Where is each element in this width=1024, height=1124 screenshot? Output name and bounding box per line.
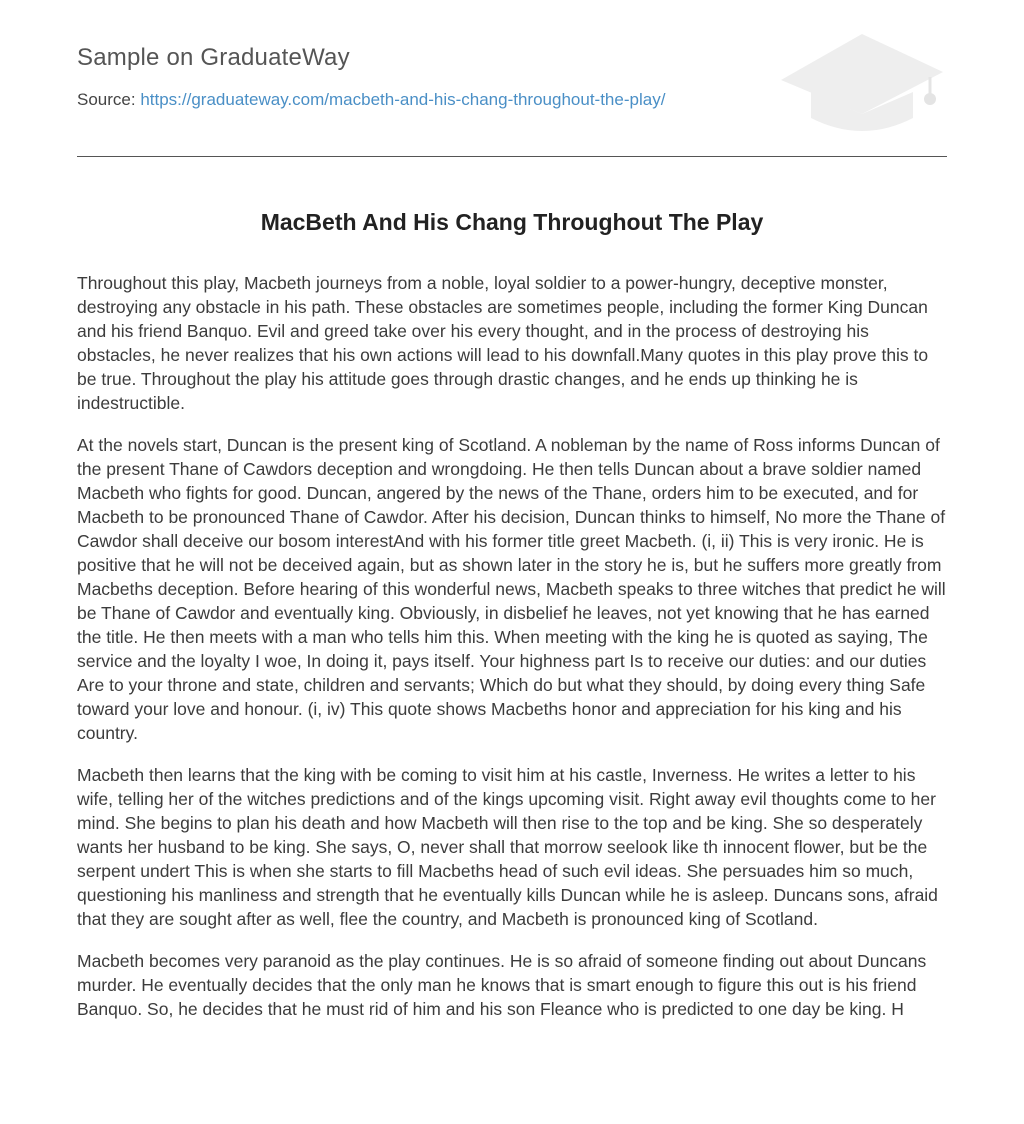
paragraph: Macbeth becomes very paranoid as the play continues. He is so afraid of someone finding out about Duncans murder. He eventually decides that the only man he knows that is smart enough to figure this out is his friend Banquo. So, he decides that he must rid of him and his son Fleance who is predicted to one day be king. H — [77, 951, 927, 1019]
document-title: MacBeth And His Chang Throughout The Play — [260, 209, 764, 235]
source-line — [77, 90, 665, 110]
document-body — [77, 271, 947, 1021]
site-title: Sample on GraduateWay — [77, 44, 350, 71]
graduation-cap-icon — [777, 30, 947, 135]
paragraph: Macbeth then learns that the king with be coming to visit him at his castle, Inverness. He writes a letter to his wife, telling her of the witches predictions and of the kings upcoming visit. Right away evil thoughts come to her mind. She begins to plan his death and how Macbeth will then rise to the top and be king. She so desperately wants her husband to be king. She says, O, never shall that morrow seelook like th innocent flower, but be the serpent undert This is when she starts to fill Macbeths head of such evil ideas. She persuades him so much, questioning his manliness and strength that he eventually kills Duncan while he is asleep. Duncans sons, afraid that they are sought after as well, flee the country, and Macbeth is pronounced king of Scotland. — [77, 765, 938, 929]
paragraph: At the novels start, Duncan is the present king of Scotland. A nobleman by the name of Ross informs Duncan of the present Thane of Cawdors deception and wrongdoing. He then tells Duncan about a brave soldier named Macbeth who fights for good. Duncan, angered by the news of the Thane, orders him to be executed, and for Macbeth to be pronounced Thane of Cawdor. After his decision, Duncan thinks to himself, No more the Thane of Cawdor shall deceive our bosom interestAnd with his former title greet Macbeth. (i, ii) This is very ironic. He is positive that he will not be deceived again, but as shown later in the story he is, but he suffers more greatly from Macbeths deception. Before hearing of this wonderful news, Macbeth speaks to three witches that predict he will be Thane of Cawdor and eventually king. Obviously, in disbelief he leaves, not yet knowing that he has earned the title. He then meets with a man who tells him this. When meeting with the king he is quoted as saying, The service and the loyalty I woe, In doing it, pays itself. Your highness part Is to receive our duties: and our duties Are to your throne and state, children and servants; Which do but what they should, by doing every thing Safe toward your love and honour. (i, iv) This quote shows Macbeths honor and appreciation for his king and his country. — [77, 435, 946, 743]
header — [77, 0, 947, 157]
paragraph: Throughout this play, Macbeth journeys from a noble, loyal soldier to a power-hungry, deceptive monster, destroying any obstacle in his path. These obstacles are sometimes people, including the former King Duncan and his friend Banquo. Evil and greed take over his every thought, and in the process of destroying his obstacles, he never realizes that his own actions will lead to his downfall.Many quotes in this play prove this to be true. Throughout the play his attitude goes through drastic changes, and he ends up thinking he is indestructible. — [77, 273, 929, 413]
page — [77, 0, 947, 1039]
source-link[interactable]: https://graduateway.com/macbeth-and-his-chang-throughout-the-play/ — [140, 90, 666, 109]
source-label: Source: — [77, 90, 136, 109]
